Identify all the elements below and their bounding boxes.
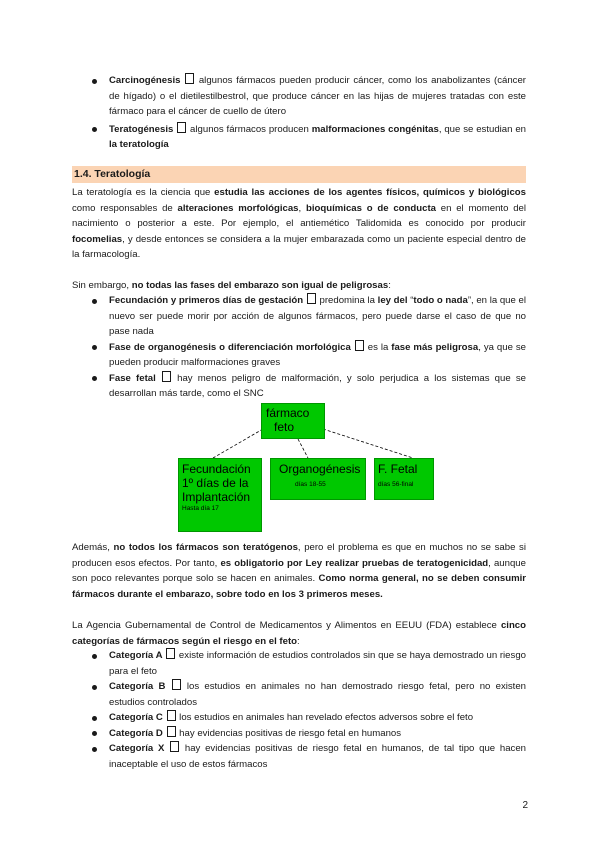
page-number: 2 <box>522 800 528 811</box>
arrow-glyph-icon <box>355 340 364 351</box>
list-item: Categoría A existe información de estudios controlados sin que se haya demostrado un riesgo para el feto <box>72 648 526 679</box>
arrow-glyph-icon <box>172 679 181 690</box>
arrow-glyph-icon <box>307 293 316 304</box>
list-item: Categoría B los estudios en animales no han demostrado riesgo fetal, pero no existen estudios controlados <box>72 679 526 710</box>
arrow-glyph-icon <box>162 371 171 382</box>
arrow-glyph-icon <box>185 73 194 84</box>
root-node-farmaco-feto: fármaco feto <box>261 403 325 439</box>
arrow-glyph-icon <box>166 648 175 659</box>
list-item: Fase de organogénesis o diferenciación morfológica es la fase más peligrosa, ya que se pueden producir malformaciones graves <box>72 340 526 371</box>
list-item: Categoría D hay evidencias positivas de riesgo fetal en humanos <box>72 726 526 742</box>
list-item: Teratogénesis algunos fármacos producen malformaciones congénitas, que se estudian en la teratología <box>72 122 526 153</box>
arrow-glyph-icon <box>167 726 176 737</box>
top-bullet-list <box>72 73 526 153</box>
node-fase-fetal: F. Fetal días 56-final <box>374 458 434 500</box>
fda-categories-list <box>72 648 526 772</box>
node-fecundacion: Fecundación 1º días de la Implantación Hasta día 17 <box>178 458 262 532</box>
phases-list <box>72 293 526 402</box>
list-item: Categoría C los estudios en animales han revelado efectos adversos sobre el feto <box>72 710 526 726</box>
teratogens-paragraph: Además, no todos los fármacos son teratógenos, pero el problema es que en muchos no se sabe si producen esos efectos. Por tanto, es obligatorio por Ley realizar pruebas de teratogenicidad, aunque son poco relevantes porque solo se hacen en animales. Como norma general, no se deben consumir fármacos durante el embarazo, sobre todo en los 3 primeros meses. <box>72 542 527 600</box>
list-item: Categoría X hay evidencias positivas de riesgo fetal en humanos, de tal tipo que hacen inaceptable el uso de estos fármacos <box>72 741 526 772</box>
phases-intro: Sin embargo, no todas las fases del embarazo son igual de peligrosas: <box>72 280 391 291</box>
list-item: Carcinogénesis algunos fármacos pueden producir cáncer, como los anabolizantes (cáncer de hígado) o el dietilestilbestrol, que produce cáncer en las hijas de mujeres tratadas con este fármaco para el cáncer de cuello de útero <box>72 73 526 120</box>
list-item: Fase fetal hay menos peligro de malformación, y solo perjudica a los sistemas que se desarrollan más tarde, como el SNC <box>72 371 526 402</box>
arrow-glyph-icon <box>170 741 179 752</box>
teratology-phases-diagram <box>178 403 434 532</box>
list-item: Fecundación y primeros días de gestación predomina la ley del “todo o nada”, en la que el nuevo ser puede morir por acción de algunos fármacos, pero puede darse el caso de que no pase nada <box>72 293 526 340</box>
arrow-glyph-icon <box>167 710 176 721</box>
node-organogenesis: Organogénesis días 18-55 <box>270 458 366 500</box>
fda-paragraph: La Agencia Gubernamental de Control de Medicamentos y Alimentos en EEUU (FDA) establece cinco categorías de fármacos según el riesgo en el feto: <box>72 620 526 647</box>
section-heading: 1.4. Teratología <box>72 166 526 183</box>
arrow-glyph-icon <box>177 122 186 133</box>
intro-paragraph: La teratología es la ciencia que estudia las acciones de los agentes físicos, químicos y biológicos como responsables de alteraciones morfológicas, bioquímicas o de conducta en el momento del nacimiento o posterior a este. Por ejemplo, el antiemético Talidomida es conocido por producir focomelias, y desde entonces se considera a la mujer embarazada como un paciente especial dentro de la farmacología. <box>72 187 527 260</box>
